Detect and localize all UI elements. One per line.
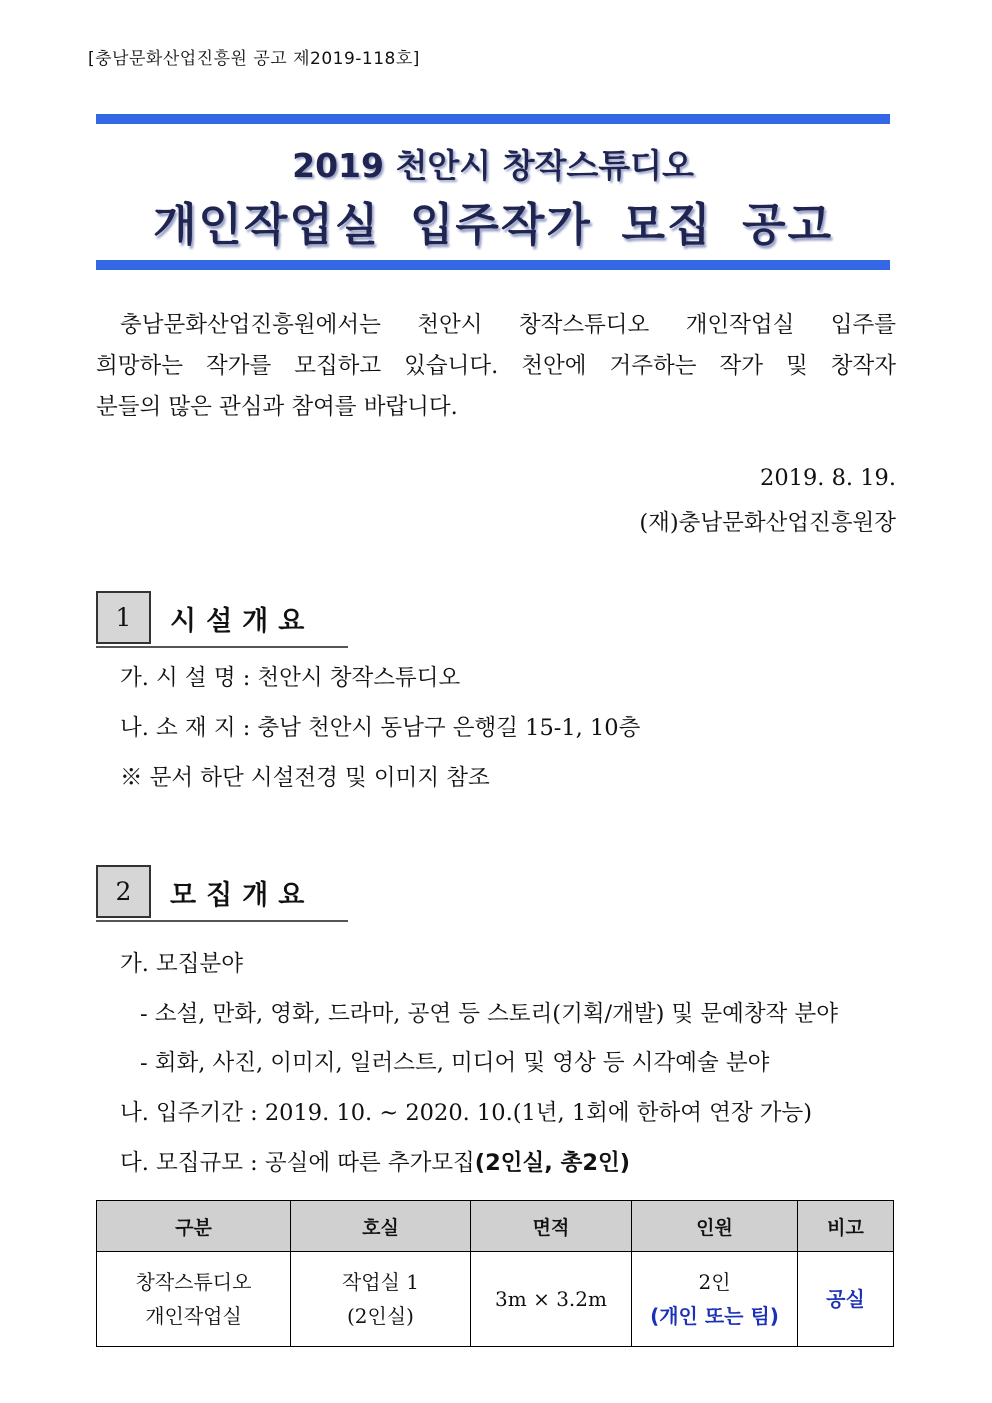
section-number: 1 [96, 591, 151, 644]
field-item: - 회화, 사진, 이미지, 일러스트, 미디어 및 영상 등 시각예술 분야 [140, 1050, 770, 1076]
capacity-note: (개인 또는 팀) [650, 1304, 779, 1328]
facility-note: ※ 문서 하단 시설전경 및 이미지 참조 [120, 765, 490, 791]
room-line: 작업실 1 [341, 1270, 420, 1294]
title-top-bar [96, 114, 890, 124]
table-row [97, 1252, 894, 1347]
category-cell [97, 1252, 291, 1347]
facility-name: 가. 시 설 명 : 천안시 창작스튜디오 [120, 665, 461, 691]
issuer: (재)충남문화산업진흥원장 [639, 510, 896, 536]
field-item: - 소설, 만화, 영화, 드라마, 공연 등 스토리(기획/개발) 및 문예창작 분야 [140, 1001, 838, 1027]
room-cell [291, 1252, 471, 1347]
note-cell: 공실 [798, 1252, 894, 1347]
recruit-scale-text: 다. 모집규모 : 공실에 따른 추가모집 [120, 1150, 475, 1176]
section-1-header [96, 591, 348, 648]
intro-line: 희망하는 작가를 모집하고 있습니다. 천안에 거주하는 작가 및 창작자 [96, 353, 896, 379]
notice-number: [충남문화산업진흥원 공고 제2019-118호] [88, 49, 420, 69]
category-line: 창작스튜디오 [135, 1270, 252, 1294]
section-title: 시설개요 [170, 606, 315, 637]
section-number: 2 [96, 865, 151, 918]
capacity-line: 2인 [698, 1270, 731, 1294]
residency-period: 나. 입주기간 : 2019. 10. ~ 2020. 10.(1년, 1회에 한하여 연장 가능) [120, 1100, 813, 1126]
title-line-1: 2019 천안시 창작스튜디오 [292, 146, 694, 185]
recruit-scale [120, 1145, 630, 1177]
column-header: 호실 [291, 1201, 471, 1252]
area-cell: 3m × 3.2m [471, 1252, 632, 1347]
capacity-cell [632, 1252, 798, 1347]
intro-line: 충남문화산업진흥원에서는 천안시 창작스튜디오 개인작업실 입주를 [120, 312, 896, 338]
recruit-scale-bold: (2인실, 총2인) [474, 1150, 630, 1176]
column-header: 비고 [798, 1201, 894, 1252]
column-header: 구분 [97, 1201, 291, 1252]
notice-date: 2019. 8. 19. [760, 465, 896, 491]
column-header: 인원 [632, 1201, 798, 1252]
category-line: 개인작업실 [145, 1304, 242, 1328]
field-heading: 가. 모집분야 [120, 951, 243, 977]
intro-line: 분들의 많은 관심과 참여를 바랍니다. [96, 394, 458, 420]
intro-paragraph [96, 305, 896, 428]
column-header: 면적 [471, 1201, 632, 1252]
section-title: 모집개요 [170, 880, 315, 911]
recruit-table [96, 1200, 894, 1347]
facility-location: 나. 소 재 지 : 충남 천안시 동남구 은행길 15-1, 10층 [120, 715, 641, 741]
table-header-row [97, 1201, 894, 1252]
title-bottom-bar [96, 260, 890, 270]
room-line: (2인실) [347, 1304, 414, 1328]
title-line-2: 개인작업실 입주작가 모집 공고 [152, 198, 834, 251]
section-2-header [96, 865, 348, 922]
